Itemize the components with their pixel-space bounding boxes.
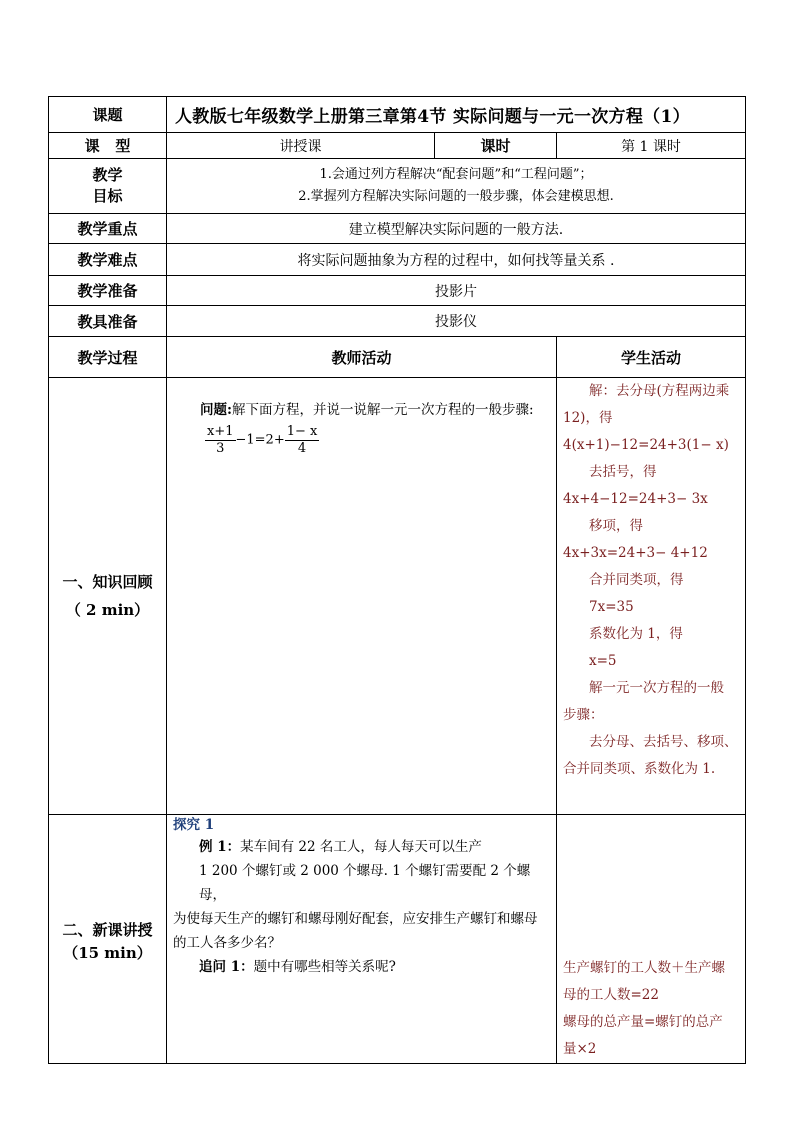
- tools-value: 投影仪: [167, 306, 746, 337]
- period-value: 第 1 课时: [557, 133, 746, 159]
- student-line: 解：去分母(方程两边乘: [589, 383, 730, 399]
- difficulty-label: 教学难点: [49, 244, 167, 276]
- student-line: 4x+3x=24+3− 4+12: [563, 545, 708, 561]
- student-line: 12)，得: [563, 410, 613, 426]
- objectives-label-line2: 目标: [92, 187, 123, 205]
- type-label: 课 型: [49, 133, 167, 159]
- type-value: 讲授课: [167, 133, 435, 159]
- problem-text: 解下面方程，并说一说解一元一次方程的一般步骤:: [231, 402, 534, 418]
- student-line: 母的工人数=22: [563, 987, 659, 1003]
- student-line: x=5: [589, 653, 617, 669]
- fraction-2: [285, 424, 320, 457]
- fraction-2-numerator: 1− x: [286, 424, 318, 439]
- section2-student-cell: [557, 815, 746, 1064]
- student-line: 去分母、去括号、移项、: [589, 734, 738, 750]
- example-label: 例 1：: [199, 839, 241, 855]
- type-row: [49, 133, 746, 159]
- followup-line: [173, 955, 550, 979]
- topic-row: [49, 97, 746, 133]
- fraction-1-denominator: 3: [216, 441, 225, 456]
- objective-item-2: 2.掌握列方程解决实际问题的一般步骤，体会建模思想.: [298, 189, 614, 204]
- key-point-label: 教学重点: [49, 214, 167, 244]
- objectives-row: [49, 159, 746, 214]
- example-line-3: 为使每天生产的螺钉和螺母刚好配套，应安排生产螺钉和螺母: [173, 911, 538, 927]
- student-activity-header: 学生活动: [557, 337, 746, 378]
- objectives-label: [49, 159, 167, 214]
- student-line: 7x=35: [589, 599, 634, 615]
- section1-time: （ 2 min）: [65, 601, 150, 619]
- section1-student-cell: [557, 378, 746, 815]
- student-line: 移项，得: [589, 518, 643, 534]
- explore-label: 探究 1: [173, 817, 215, 833]
- section2-row: [49, 815, 746, 1064]
- student-line: 量×2: [563, 1041, 597, 1057]
- objective-item-1: 1.会通过列方程解决“配套问题”和“工程问题”；: [319, 167, 593, 182]
- student-line: 合并同类项、系数化为 1.: [563, 761, 716, 777]
- objectives-value: [167, 159, 746, 214]
- student-line: 生产螺钉的工人数＋生产螺: [563, 960, 725, 976]
- difficulty-value: 将实际问题抽象为方程的过程中，如何找等量关系 .: [167, 244, 746, 276]
- tools-label: 教具准备: [49, 306, 167, 337]
- student-line: 系数化为 1，得: [589, 626, 683, 642]
- difficulty-row: [49, 244, 746, 276]
- student-line: 解一元一次方程的一般: [589, 680, 724, 696]
- objectives-label-line1: 教学: [92, 166, 123, 184]
- section1-title: 一、知识回顾: [62, 573, 153, 591]
- teacher-activity-header: 教师活动: [167, 337, 557, 378]
- example-line-4: 的工人各多少名？: [173, 935, 281, 951]
- section2-teacher-cell: [167, 815, 557, 1064]
- review-problem: [173, 378, 550, 422]
- student-line: 步骤：: [563, 707, 604, 723]
- followup-text: 题中有哪些相等关系呢?: [253, 959, 396, 975]
- example-text-1: 某车间有 22 名工人，每人每天可以生产: [240, 839, 482, 855]
- key-point-value: 建立模型解决实际问题的一般方法.: [167, 214, 746, 244]
- example-line-2: 1 200 个螺钉或 2 000 个螺母. 1 个螺钉需要配 2 个螺母，: [199, 863, 531, 903]
- preparation-label: 教学准备: [49, 276, 167, 306]
- process-label: 教学过程: [49, 337, 167, 378]
- preparation-row: [49, 276, 746, 306]
- fraction-1: [205, 424, 236, 457]
- section1-teacher-cell: [167, 378, 557, 815]
- period-label: 课时: [435, 133, 557, 159]
- fraction-2-denominator: 4: [297, 441, 307, 456]
- process-header-row: [49, 337, 746, 378]
- tools-row: [49, 306, 746, 337]
- example-line-1: [173, 835, 550, 859]
- section2-title-cell: [49, 815, 167, 1064]
- student-line: 合并同类项，得: [589, 572, 684, 588]
- lesson-plan-table: [48, 96, 746, 1064]
- followup-label: 追问 1：: [199, 959, 254, 975]
- topic-label: 课题: [49, 97, 167, 133]
- equation-middle: −1=2+: [235, 432, 285, 448]
- key-point-row: [49, 214, 746, 244]
- topic-value: 人教版七年级数学上册第三章第4节 实际问题与一元一次方程（1）: [167, 97, 746, 133]
- section2-time: （15 min）: [63, 944, 152, 962]
- section1-title-cell: [49, 378, 167, 815]
- section1-row: [49, 378, 746, 815]
- preparation-value: 投影片: [167, 276, 746, 306]
- student-line: 螺母的总产量=螺钉的总产: [563, 1014, 723, 1030]
- section2-title: 二、新课讲授: [62, 921, 153, 939]
- problem-label: 问题:: [200, 402, 232, 418]
- review-equation: [173, 422, 550, 457]
- student-line: 4x+4−12=24+3− 3x: [563, 491, 708, 507]
- student-line: 去括号，得: [589, 464, 657, 480]
- fraction-1-numerator: x+1: [207, 424, 234, 439]
- student-line: 4(x+1)−12=24+3(1− x): [563, 437, 729, 453]
